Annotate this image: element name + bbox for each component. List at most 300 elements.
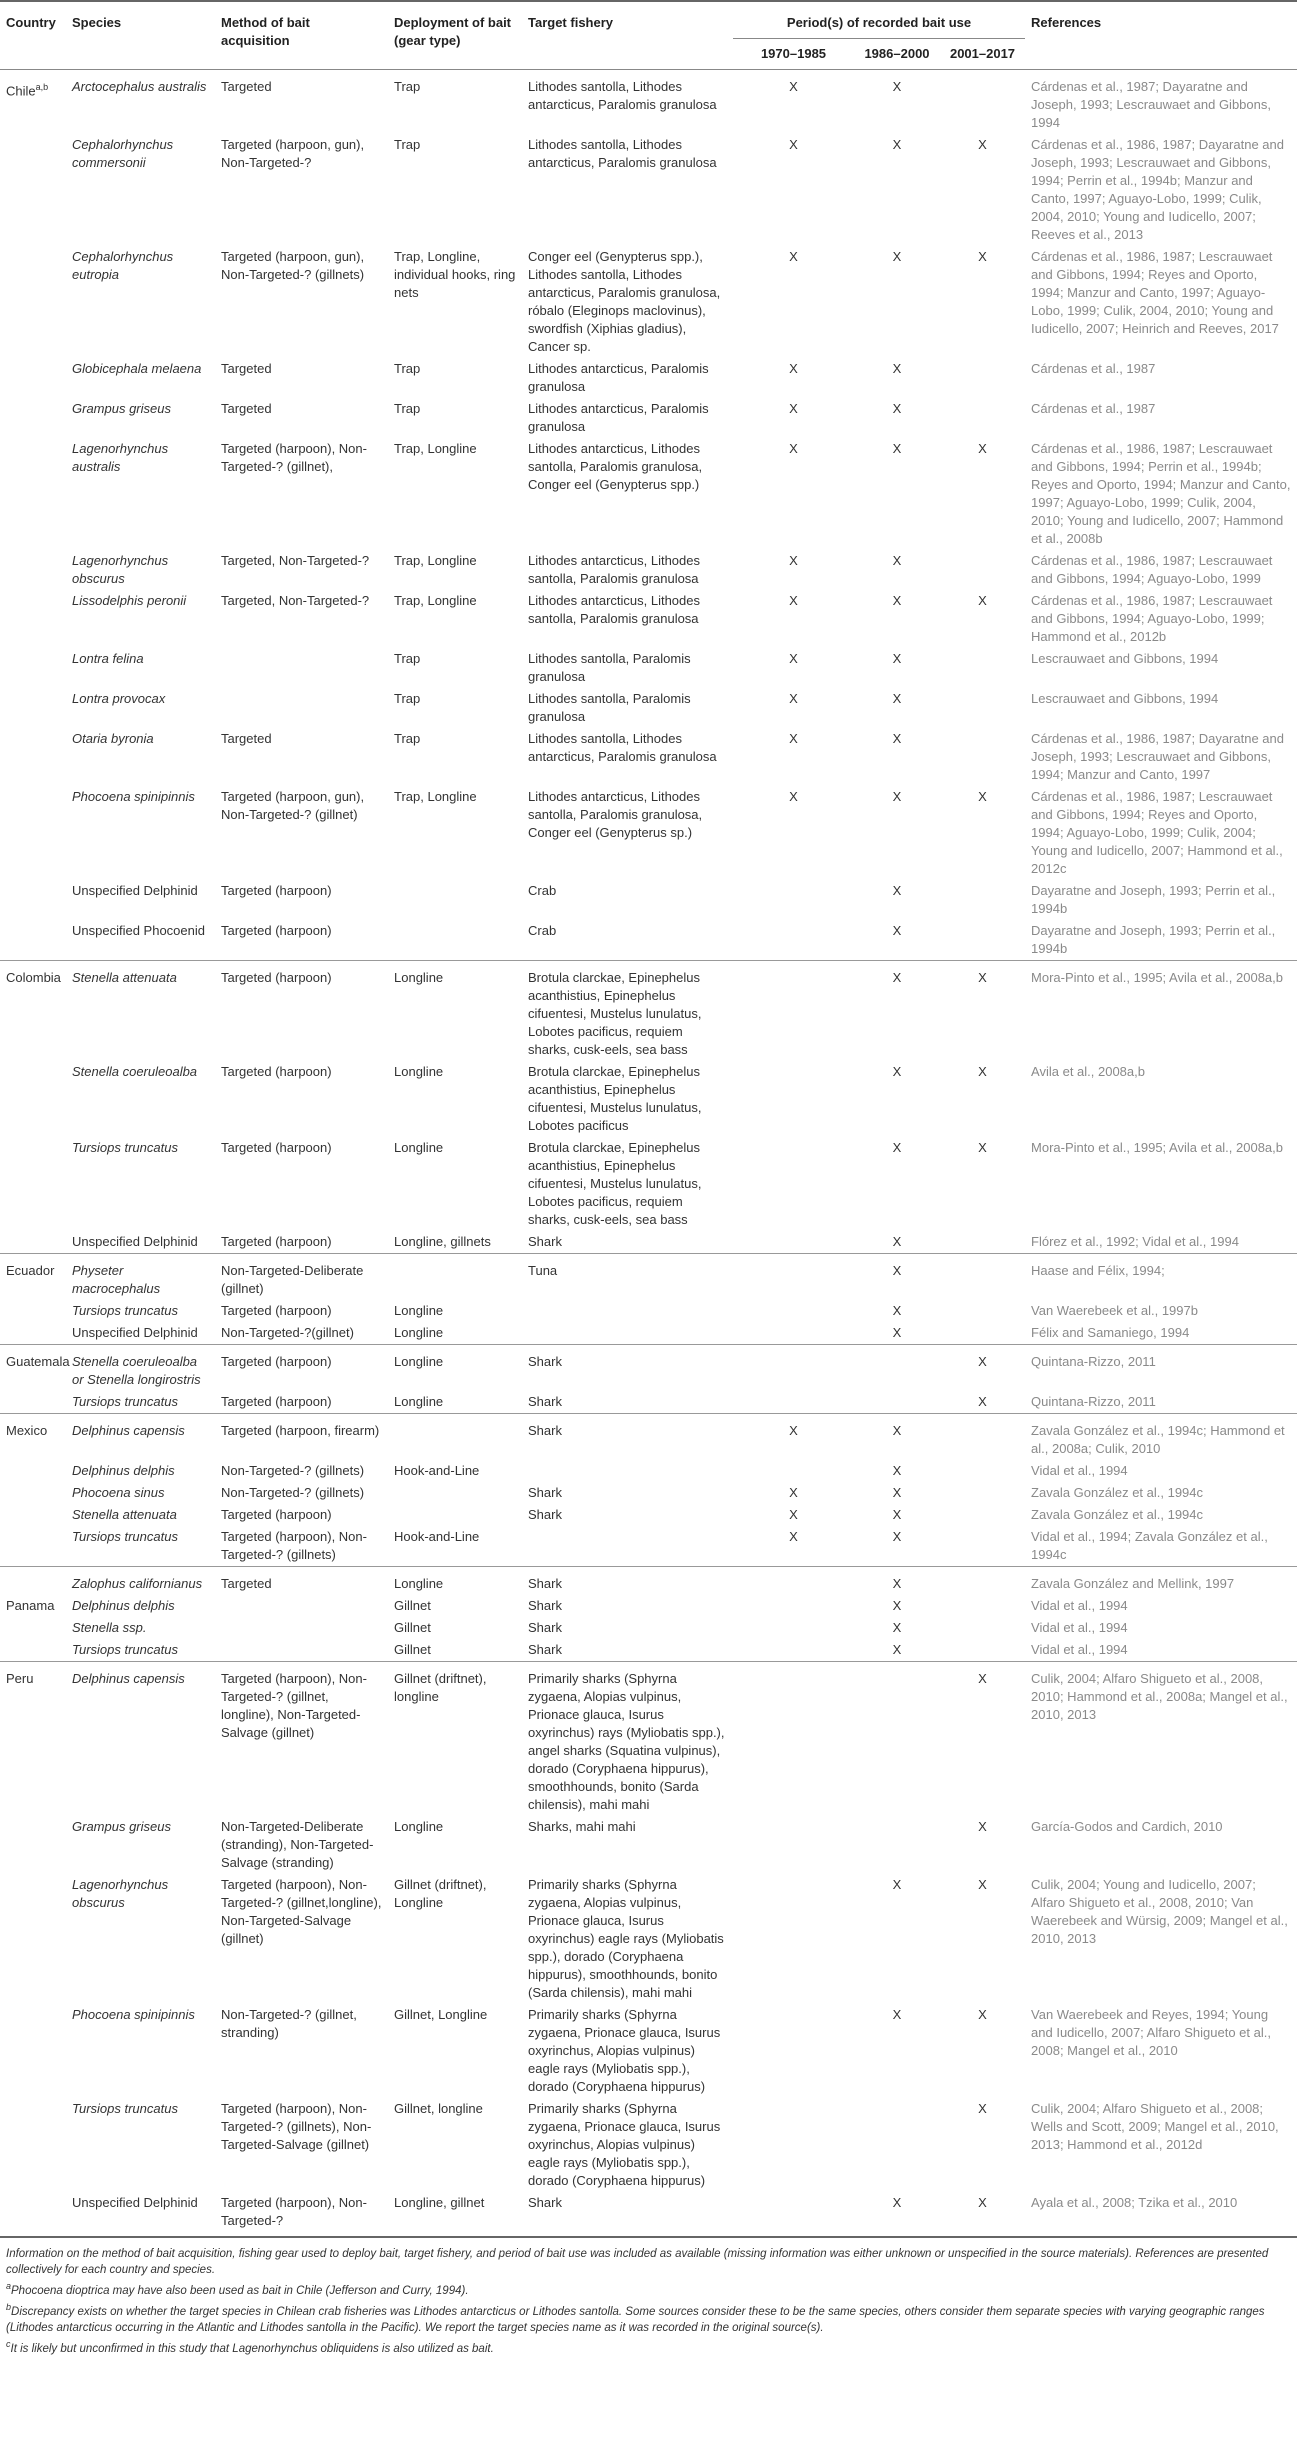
cell-method xyxy=(215,1526,388,1567)
cell-method-text: Targeted (harpoon), Non-Targeted-? (gillnet,longline), Non-Targeted-Salvage (gillnet) xyxy=(221,1877,382,1946)
cell-method-text: Targeted xyxy=(221,79,272,94)
cell-period-1970-1985 xyxy=(733,920,854,961)
cell-deployment-text: Trap, Longline xyxy=(394,441,477,456)
footnote-c xyxy=(6,2336,1291,2357)
cell-references xyxy=(1025,1504,1297,1526)
cell-species-text: Phocoena spinipinnis xyxy=(72,789,195,804)
cell-period-2001-2017 xyxy=(940,550,1025,590)
cell-species xyxy=(66,1639,215,1662)
cell-method-text: Targeted (harpoon) xyxy=(221,883,332,898)
cell-species xyxy=(66,358,215,398)
cell-period-2001-2017 xyxy=(940,786,1025,880)
cell-period-1986-2000-text: X xyxy=(892,593,902,608)
cell-species xyxy=(66,2004,215,2098)
cell-country xyxy=(0,961,66,1062)
cell-period-1986-2000 xyxy=(854,398,940,438)
cell-fishery xyxy=(522,1617,733,1639)
cell-species-text: Lagenorhynchus obscurus xyxy=(72,553,169,586)
cell-species-text: Delphinus delphis xyxy=(72,1463,175,1478)
cell-period-2001-2017 xyxy=(940,1639,1025,1662)
cell-method xyxy=(215,688,388,728)
table-row xyxy=(0,2098,1297,2192)
cell-species-text: Tursiops truncatus xyxy=(72,2101,178,2116)
cell-country-text: Colombia xyxy=(6,970,61,985)
cell-fishery-text: Shark xyxy=(528,1423,562,1438)
cell-method xyxy=(215,1567,388,1596)
table-row xyxy=(0,880,1297,920)
cell-fishery-text: Shark xyxy=(528,1354,562,1369)
cell-references xyxy=(1025,1391,1297,1414)
cell-period-1986-2000-text: X xyxy=(892,789,902,804)
col-header-country: Country xyxy=(0,1,66,70)
cell-fishery xyxy=(522,358,733,398)
cell-period-1970-1985 xyxy=(733,648,854,688)
cell-deployment xyxy=(388,1254,522,1301)
cell-country xyxy=(0,1414,66,1461)
cell-species-text: Cephalorhynchus commersonii xyxy=(72,137,174,170)
cell-fishery-text: Shark xyxy=(528,1507,562,1522)
cell-period-1986-2000-text: X xyxy=(892,401,902,416)
cell-deployment xyxy=(388,1595,522,1617)
cell-country xyxy=(0,134,66,246)
cell-period-1986-2000 xyxy=(854,648,940,688)
footnote-c-text: It is likely but unconfirmed in this study that Lagenorhynchus obliquidens is also utilized as bait. xyxy=(10,2342,494,2355)
cell-period-1986-2000-text: X xyxy=(892,2195,902,2210)
cell-fishery-text: Shark xyxy=(528,2195,562,2210)
cell-period-1986-2000 xyxy=(854,246,940,358)
cell-period-1986-2000-text: X xyxy=(892,137,902,152)
table-row xyxy=(0,1391,1297,1414)
cell-period-2001-2017 xyxy=(940,358,1025,398)
cell-method-text: Targeted (harpoon) xyxy=(221,1234,332,1249)
header-row xyxy=(0,1,1297,39)
cell-references xyxy=(1025,728,1297,786)
table-footnotes xyxy=(0,2238,1297,2356)
cell-period-2001-2017 xyxy=(940,2098,1025,2192)
cell-deployment-text: Longline xyxy=(394,1064,444,1079)
cell-method xyxy=(215,920,388,961)
cell-references-text: Cárdenas et al., 1986, 1987; Lescrauwaet and Gibbons, 1994; Reyes and Oporto, 1994; Aguayo-Lobo, 1999; Culik, 2004; Young and Iudicello, 2007; Hammond et al., 2012c xyxy=(1031,789,1283,876)
cell-period-1986-2000 xyxy=(854,438,940,550)
cell-period-2001-2017 xyxy=(940,2192,1025,2237)
cell-period-1986-2000 xyxy=(854,2004,940,2098)
cell-references xyxy=(1025,398,1297,438)
cell-deployment-text: Gillnet xyxy=(394,1598,431,1613)
cell-period-1970-1985-text: X xyxy=(789,1423,798,1438)
cell-period-1986-2000-text: X xyxy=(892,1620,902,1635)
cell-species-text: Physeter macrocephalus xyxy=(72,1263,161,1296)
cell-period-2001-2017 xyxy=(940,1526,1025,1567)
cell-references-text: Zavala González et al., 1994c xyxy=(1031,1485,1204,1500)
cell-species-text: Delphinus capensis xyxy=(72,1671,185,1686)
cell-species-text: Unspecified Phocoenid xyxy=(72,923,205,938)
cell-period-2001-2017-text: X xyxy=(978,1140,987,1155)
cell-references-text: Cárdenas et al., 1986, 1987; Dayaratne and Joseph, 1993; Lescrauwaet and Gibbons, 1994; Manzur and Canto, 1997 xyxy=(1031,731,1284,782)
cell-period-1970-1985 xyxy=(733,1874,854,2004)
cell-species xyxy=(66,590,215,648)
cell-method-text: Targeted xyxy=(221,731,272,746)
table-row xyxy=(0,1254,1297,1301)
cell-period-1970-1985 xyxy=(733,1460,854,1482)
cell-references xyxy=(1025,358,1297,398)
cell-species xyxy=(66,2192,215,2237)
cell-fishery xyxy=(522,1254,733,1301)
table-row xyxy=(0,1345,1297,1392)
cell-species xyxy=(66,1300,215,1322)
cell-species xyxy=(66,688,215,728)
cell-period-1970-1985-text: X xyxy=(789,137,798,152)
cell-period-2001-2017 xyxy=(940,246,1025,358)
cell-method-text: Targeted (harpoon) xyxy=(221,1394,332,1409)
cell-deployment-text: Longline xyxy=(394,1819,444,1834)
cell-period-1970-1985 xyxy=(733,1300,854,1322)
cell-period-1970-1985 xyxy=(733,728,854,786)
cell-deployment-text: Trap, Longline xyxy=(394,789,477,804)
cell-period-2001-2017 xyxy=(940,880,1025,920)
cell-period-1970-1985-text: X xyxy=(789,789,798,804)
cell-country xyxy=(0,2192,66,2237)
col-header-species: Species xyxy=(66,1,215,70)
cell-fishery-text: Crab xyxy=(528,883,557,898)
cell-period-1986-2000-text: X xyxy=(892,1064,902,1079)
cell-fishery xyxy=(522,880,733,920)
cell-species-text: Delphinus delphis xyxy=(72,1598,175,1613)
cell-period-1970-1985 xyxy=(733,961,854,1062)
cell-period-1970-1985 xyxy=(733,246,854,358)
cell-period-1970-1985 xyxy=(733,2192,854,2237)
cell-country xyxy=(0,1300,66,1322)
cell-method-text: Targeted (harpoon, gun), Non-Targeted-? (gillnet) xyxy=(221,789,365,822)
cell-country xyxy=(0,1061,66,1137)
cell-deployment xyxy=(388,134,522,246)
cell-period-1986-2000-text: X xyxy=(892,1598,902,1613)
cell-references-text: Cárdenas et al., 1987 xyxy=(1031,361,1156,376)
cell-period-1986-2000-text: X xyxy=(892,731,902,746)
cell-period-1986-2000 xyxy=(854,1061,940,1137)
footnote-a-text: Phocoena dioptrica may have also been used as bait in Chile (Jefferson and Curry, 1994). xyxy=(11,2284,469,2297)
cell-species-text: Stenella attenuata xyxy=(72,970,177,985)
cell-fishery-text: Shark xyxy=(528,1485,562,1500)
cell-period-1986-2000 xyxy=(854,786,940,880)
cell-species xyxy=(66,1460,215,1482)
cell-country xyxy=(0,1567,66,1596)
col-header-period: Period(s) of recorded bait use xyxy=(733,1,1025,39)
cell-deployment xyxy=(388,920,522,961)
cell-fishery-text: Crab xyxy=(528,923,557,938)
cell-period-1986-2000-text: X xyxy=(892,1325,902,1340)
cell-period-2001-2017-text: X xyxy=(978,593,987,608)
cell-period-1986-2000 xyxy=(854,590,940,648)
cell-deployment xyxy=(388,358,522,398)
cell-fishery xyxy=(522,2098,733,2192)
cell-species xyxy=(66,786,215,880)
cell-fishery xyxy=(522,1061,733,1137)
cell-deployment xyxy=(388,2098,522,2192)
cell-deployment-text: Trap xyxy=(394,691,421,706)
cell-country xyxy=(0,1874,66,2004)
cell-method xyxy=(215,1639,388,1662)
cell-references xyxy=(1025,1231,1297,1254)
cell-references xyxy=(1025,2004,1297,2098)
cell-method xyxy=(215,2004,388,2098)
cell-period-2001-2017 xyxy=(940,590,1025,648)
cell-method-text: Targeted (harpoon) xyxy=(221,1507,332,1522)
cell-deployment xyxy=(388,1567,522,1596)
cell-period-1970-1985 xyxy=(733,1482,854,1504)
cell-period-1986-2000 xyxy=(854,1460,940,1482)
cell-method xyxy=(215,1300,388,1322)
cell-deployment-text: Longline xyxy=(394,1354,444,1369)
cell-references xyxy=(1025,2098,1297,2192)
cell-period-1986-2000-text: X xyxy=(892,361,902,376)
cell-fishery-text: Lithodes antarcticus, Lithodes santolla, Paralomis granulosa, Conger eel (Genypterus sp.) xyxy=(528,789,703,840)
footnote-c-marker: c xyxy=(6,2338,11,2349)
cell-references xyxy=(1025,438,1297,550)
cell-period-1970-1985-text: X xyxy=(789,361,798,376)
cell-references-text: Mora-Pinto et al., 1995; Avila et al., 2008a,b xyxy=(1031,1140,1284,1155)
table-row xyxy=(0,1639,1297,1662)
cell-references xyxy=(1025,550,1297,590)
cell-deployment xyxy=(388,1460,522,1482)
cell-country xyxy=(0,1137,66,1231)
cell-period-2001-2017 xyxy=(940,920,1025,961)
cell-period-2001-2017-text: X xyxy=(978,2007,987,2022)
cell-references-text: García-Godos and Cardich, 2010 xyxy=(1031,1819,1223,1834)
cell-species xyxy=(66,728,215,786)
cell-references-text: Cárdenas et al., 1986, 1987; Lescrauwaet and Gibbons, 1994; Reyes and Oporto, 1994; Manzur and Canto, 1997; Aguayo-Lobo, 1999; Culik, 2004, 2010; Young and Iudicello, 2007; Heinrich and Reeves, 2017 xyxy=(1031,249,1279,336)
cell-period-1986-2000 xyxy=(854,1874,940,2004)
cell-period-1986-2000 xyxy=(854,1345,940,1392)
cell-period-1986-2000 xyxy=(854,1504,940,1526)
cell-period-2001-2017 xyxy=(940,1595,1025,1617)
cell-deployment-text: Trap xyxy=(394,137,421,152)
cell-deployment-text: Trap, Longline, individual hooks, ring nets xyxy=(394,249,516,300)
cell-period-2001-2017 xyxy=(940,1816,1025,1874)
cell-deployment-text: Longline xyxy=(394,1325,444,1340)
cell-references-text: Haase and Félix, 1994; xyxy=(1031,1263,1165,1278)
footnote-main: Information on the method of bait acquisition, fishing gear used to deploy bait, target fishery, and period of bait use was included as available (missing information was either unknown or unspecified in the source materials). References are presented collectively for each country and species. xyxy=(6,2248,1269,2276)
col-header-method: Method of bait acquisition xyxy=(215,1,388,70)
cell-period-1970-1985-text: X xyxy=(789,441,798,456)
cell-period-2001-2017 xyxy=(940,438,1025,550)
cell-deployment xyxy=(388,1061,522,1137)
cell-fishery-text: Lithodes santolla, Paralomis granulosa xyxy=(528,651,691,684)
table-row xyxy=(0,1617,1297,1639)
cell-deployment-text: Trap xyxy=(394,731,421,746)
cell-species xyxy=(66,1345,215,1392)
cell-period-1986-2000 xyxy=(854,961,940,1062)
cell-period-2001-2017-text: X xyxy=(978,1354,987,1369)
cell-period-1986-2000-text: X xyxy=(892,691,902,706)
cell-fishery xyxy=(522,1231,733,1254)
cell-fishery xyxy=(522,2192,733,2237)
table-row xyxy=(0,688,1297,728)
cell-deployment xyxy=(388,1482,522,1504)
cell-species xyxy=(66,1595,215,1617)
cell-deployment-text: Trap xyxy=(394,79,421,94)
cell-period-2001-2017-text: X xyxy=(978,789,987,804)
cell-period-2001-2017 xyxy=(940,1567,1025,1596)
cell-species-text: Tursiops truncatus xyxy=(72,1642,178,1657)
cell-period-1970-1985 xyxy=(733,550,854,590)
cell-fishery xyxy=(522,1874,733,2004)
cell-fishery-text: Tuna xyxy=(528,1263,558,1278)
cell-country xyxy=(0,358,66,398)
cell-period-2001-2017 xyxy=(940,1231,1025,1254)
cell-references xyxy=(1025,961,1297,1062)
cell-references xyxy=(1025,1300,1297,1322)
cell-period-1986-2000 xyxy=(854,1300,940,1322)
cell-references-text: Vidal et al., 1994 xyxy=(1031,1598,1128,1613)
cell-fishery xyxy=(522,1460,733,1482)
cell-period-2001-2017 xyxy=(940,1874,1025,2004)
cell-period-1986-2000 xyxy=(854,1391,940,1414)
cell-method xyxy=(215,438,388,550)
cell-references xyxy=(1025,1567,1297,1596)
cell-period-1970-1985 xyxy=(733,1414,854,1461)
cell-method xyxy=(215,1345,388,1392)
cell-period-2001-2017-text: X xyxy=(978,1877,987,1892)
cell-fishery-text: Shark xyxy=(528,1576,562,1591)
cell-country xyxy=(0,1231,66,1254)
cell-fishery-text: Shark xyxy=(528,1234,562,1249)
cell-period-1986-2000-text: X xyxy=(892,1642,902,1657)
cell-country-text: Guatemala xyxy=(6,1354,70,1369)
cell-fishery-text: Lithodes antarcticus, Lithodes santolla, Paralomis granulosa xyxy=(528,593,700,626)
table-row xyxy=(0,2004,1297,2098)
cell-references-text: Vidal et al., 1994 xyxy=(1031,1463,1128,1478)
cell-deployment-text: Longline xyxy=(394,1394,444,1409)
cell-period-1970-1985 xyxy=(733,1639,854,1662)
cell-period-1986-2000-text: X xyxy=(892,1877,902,1892)
cell-deployment-text: Trap xyxy=(394,361,421,376)
cell-references xyxy=(1025,70,1297,135)
cell-deployment-text: Trap, Longline xyxy=(394,593,477,608)
cell-deployment xyxy=(388,1414,522,1461)
cell-country xyxy=(0,1617,66,1639)
cell-fishery xyxy=(522,786,733,880)
cell-references xyxy=(1025,648,1297,688)
cell-period-1970-1985 xyxy=(733,1504,854,1526)
cell-country xyxy=(0,648,66,688)
cell-references xyxy=(1025,1322,1297,1345)
cell-species-text: Unspecified Delphinid xyxy=(72,1325,198,1340)
cell-country xyxy=(0,1595,66,1617)
cell-species-text: Unspecified Delphinid xyxy=(72,2195,198,2210)
cell-country xyxy=(0,1482,66,1504)
cell-species-text: Lagenorhynchus australis xyxy=(72,441,169,474)
cell-period-2001-2017 xyxy=(940,1137,1025,1231)
cell-period-2001-2017 xyxy=(940,728,1025,786)
table-row xyxy=(0,70,1297,135)
cell-method-text: Targeted xyxy=(221,1576,272,1591)
cell-species-text: Stenella ssp. xyxy=(72,1620,147,1635)
table-row xyxy=(0,1567,1297,1596)
cell-period-2001-2017 xyxy=(940,1391,1025,1414)
table-row xyxy=(0,1816,1297,1874)
cell-period-1970-1985 xyxy=(733,1816,854,1874)
cell-period-1970-1985 xyxy=(733,880,854,920)
cell-deployment xyxy=(388,1874,522,2004)
cell-fishery-text: Primarily sharks (Sphyrna zygaena, Alopias vulpinus, Prionace glauca, Isurus oxyrinchus) rays (Myliobatis spp.), angel sharks (Squatina vulpinus), dorado (Coryphaena hippurus), smoothhounds, bonito (Sarda chilensis), mahi mahi xyxy=(528,1671,725,1812)
cell-method-text: Targeted (harpoon) xyxy=(221,923,332,938)
cell-references-text: Culik, 2004; Young and Iudicello, 2007; Alfaro Shigueto et al., 2008, 2010; Van Waerebeek and Würsig, 2009; Mangel et al., 2010, 2013 xyxy=(1031,1877,1288,1946)
cell-period-1970-1985 xyxy=(733,134,854,246)
cell-method-text: Targeted (harpoon) xyxy=(221,970,332,985)
cell-method xyxy=(215,1231,388,1254)
cell-references-text: Félix and Samaniego, 1994 xyxy=(1031,1325,1190,1340)
cell-references xyxy=(1025,1254,1297,1301)
cell-period-1970-1985 xyxy=(733,1231,854,1254)
cell-fishery-text: Primarily sharks (Sphyrna zygaena, Prionace glauca, Isurus oxyrinchus, Alopias vulpinus) eagle rays (Myliobatis spp.), dorado (Coryphaena hippurus) xyxy=(528,2101,721,2188)
cell-period-1970-1985 xyxy=(733,1526,854,1567)
cell-references xyxy=(1025,920,1297,961)
cell-references xyxy=(1025,1460,1297,1482)
cell-country xyxy=(0,398,66,438)
cell-country xyxy=(0,728,66,786)
cell-deployment-text: Hook-and-Line xyxy=(394,1463,480,1478)
cell-period-1986-2000 xyxy=(854,1137,940,1231)
cell-method-text: Targeted (harpoon, gun), Non-Targeted-? xyxy=(221,137,365,170)
cell-species xyxy=(66,1617,215,1639)
cell-species xyxy=(66,134,215,246)
cell-method-text: Targeted (harpoon), Non-Targeted-? (gillnets) xyxy=(221,1529,367,1562)
cell-species xyxy=(66,1567,215,1596)
cell-fishery xyxy=(522,1526,733,1567)
cell-references xyxy=(1025,134,1297,246)
cell-deployment xyxy=(388,1617,522,1639)
cell-deployment xyxy=(388,1300,522,1322)
cell-references xyxy=(1025,880,1297,920)
cell-deployment-text: Longline, gillnets xyxy=(394,1234,491,1249)
cell-period-1970-1985-text: X xyxy=(789,593,798,608)
cell-fishery xyxy=(522,1300,733,1322)
cell-period-1970-1985 xyxy=(733,786,854,880)
cell-country xyxy=(0,1345,70,1392)
cell-country xyxy=(0,246,66,358)
cell-country xyxy=(0,2004,66,2098)
cell-period-1986-2000-text: X xyxy=(892,441,902,456)
cell-period-2001-2017 xyxy=(940,1617,1025,1639)
cell-references xyxy=(1025,1617,1297,1639)
cell-deployment xyxy=(388,590,522,648)
cell-deployment xyxy=(388,786,522,880)
cell-period-1970-1985-text: X xyxy=(789,1529,798,1544)
cell-period-1986-2000 xyxy=(854,1567,940,1596)
cell-period-1986-2000 xyxy=(854,2192,940,2237)
cell-references-text: Vidal et al., 1994 xyxy=(1031,1642,1128,1657)
cell-method xyxy=(215,246,388,358)
cell-period-1986-2000 xyxy=(854,1231,940,1254)
cell-species-text: Delphinus capensis xyxy=(72,1423,185,1438)
cell-references-text: Cárdenas et al., 1986, 1987; Lescrauwaet and Gibbons, 1994; Perrin et al., 1994b; Reyes and Oporto, 1994; Manzur and Canto, 1997; Aguayo-Lobo, 1999; Culik, 2004, 2010; Young and Iudicello, 2007; Hammond et al., 2008b xyxy=(1031,441,1291,546)
cell-method xyxy=(215,728,388,786)
cell-period-2001-2017 xyxy=(940,1504,1025,1526)
cell-period-2001-2017 xyxy=(940,398,1025,438)
cell-period-1970-1985-text: X xyxy=(789,401,798,416)
cell-references xyxy=(1025,688,1297,728)
cell-fishery-text: Lithodes santolla, Lithodes antarcticus, Paralomis granulosa xyxy=(528,731,717,764)
cell-period-1986-2000-text: X xyxy=(892,1303,902,1318)
cell-fishery-text: Brotula clarckae, Epinephelus acanthistius, Epinephelus cifuentesi, Mustelus lunulatus, Lobotes pacificus xyxy=(528,1064,702,1133)
cell-fishery-text: Conger eel (Genypterus spp.), Lithodes santolla, Lithodes antarcticus, Paralomis granulosa, róbalo (Eleginops maclovinus), swordfish (Xiphias gladius), Cancer sp. xyxy=(528,249,721,354)
cell-period-1970-1985-text: X xyxy=(789,691,798,706)
table-row xyxy=(0,961,1297,1062)
cell-references xyxy=(1025,786,1297,880)
cell-deployment-text: Gillnet xyxy=(394,1642,431,1657)
cell-method-text: Targeted xyxy=(221,361,272,376)
cell-references-text: Lescrauwaet and Gibbons, 1994 xyxy=(1031,651,1219,666)
